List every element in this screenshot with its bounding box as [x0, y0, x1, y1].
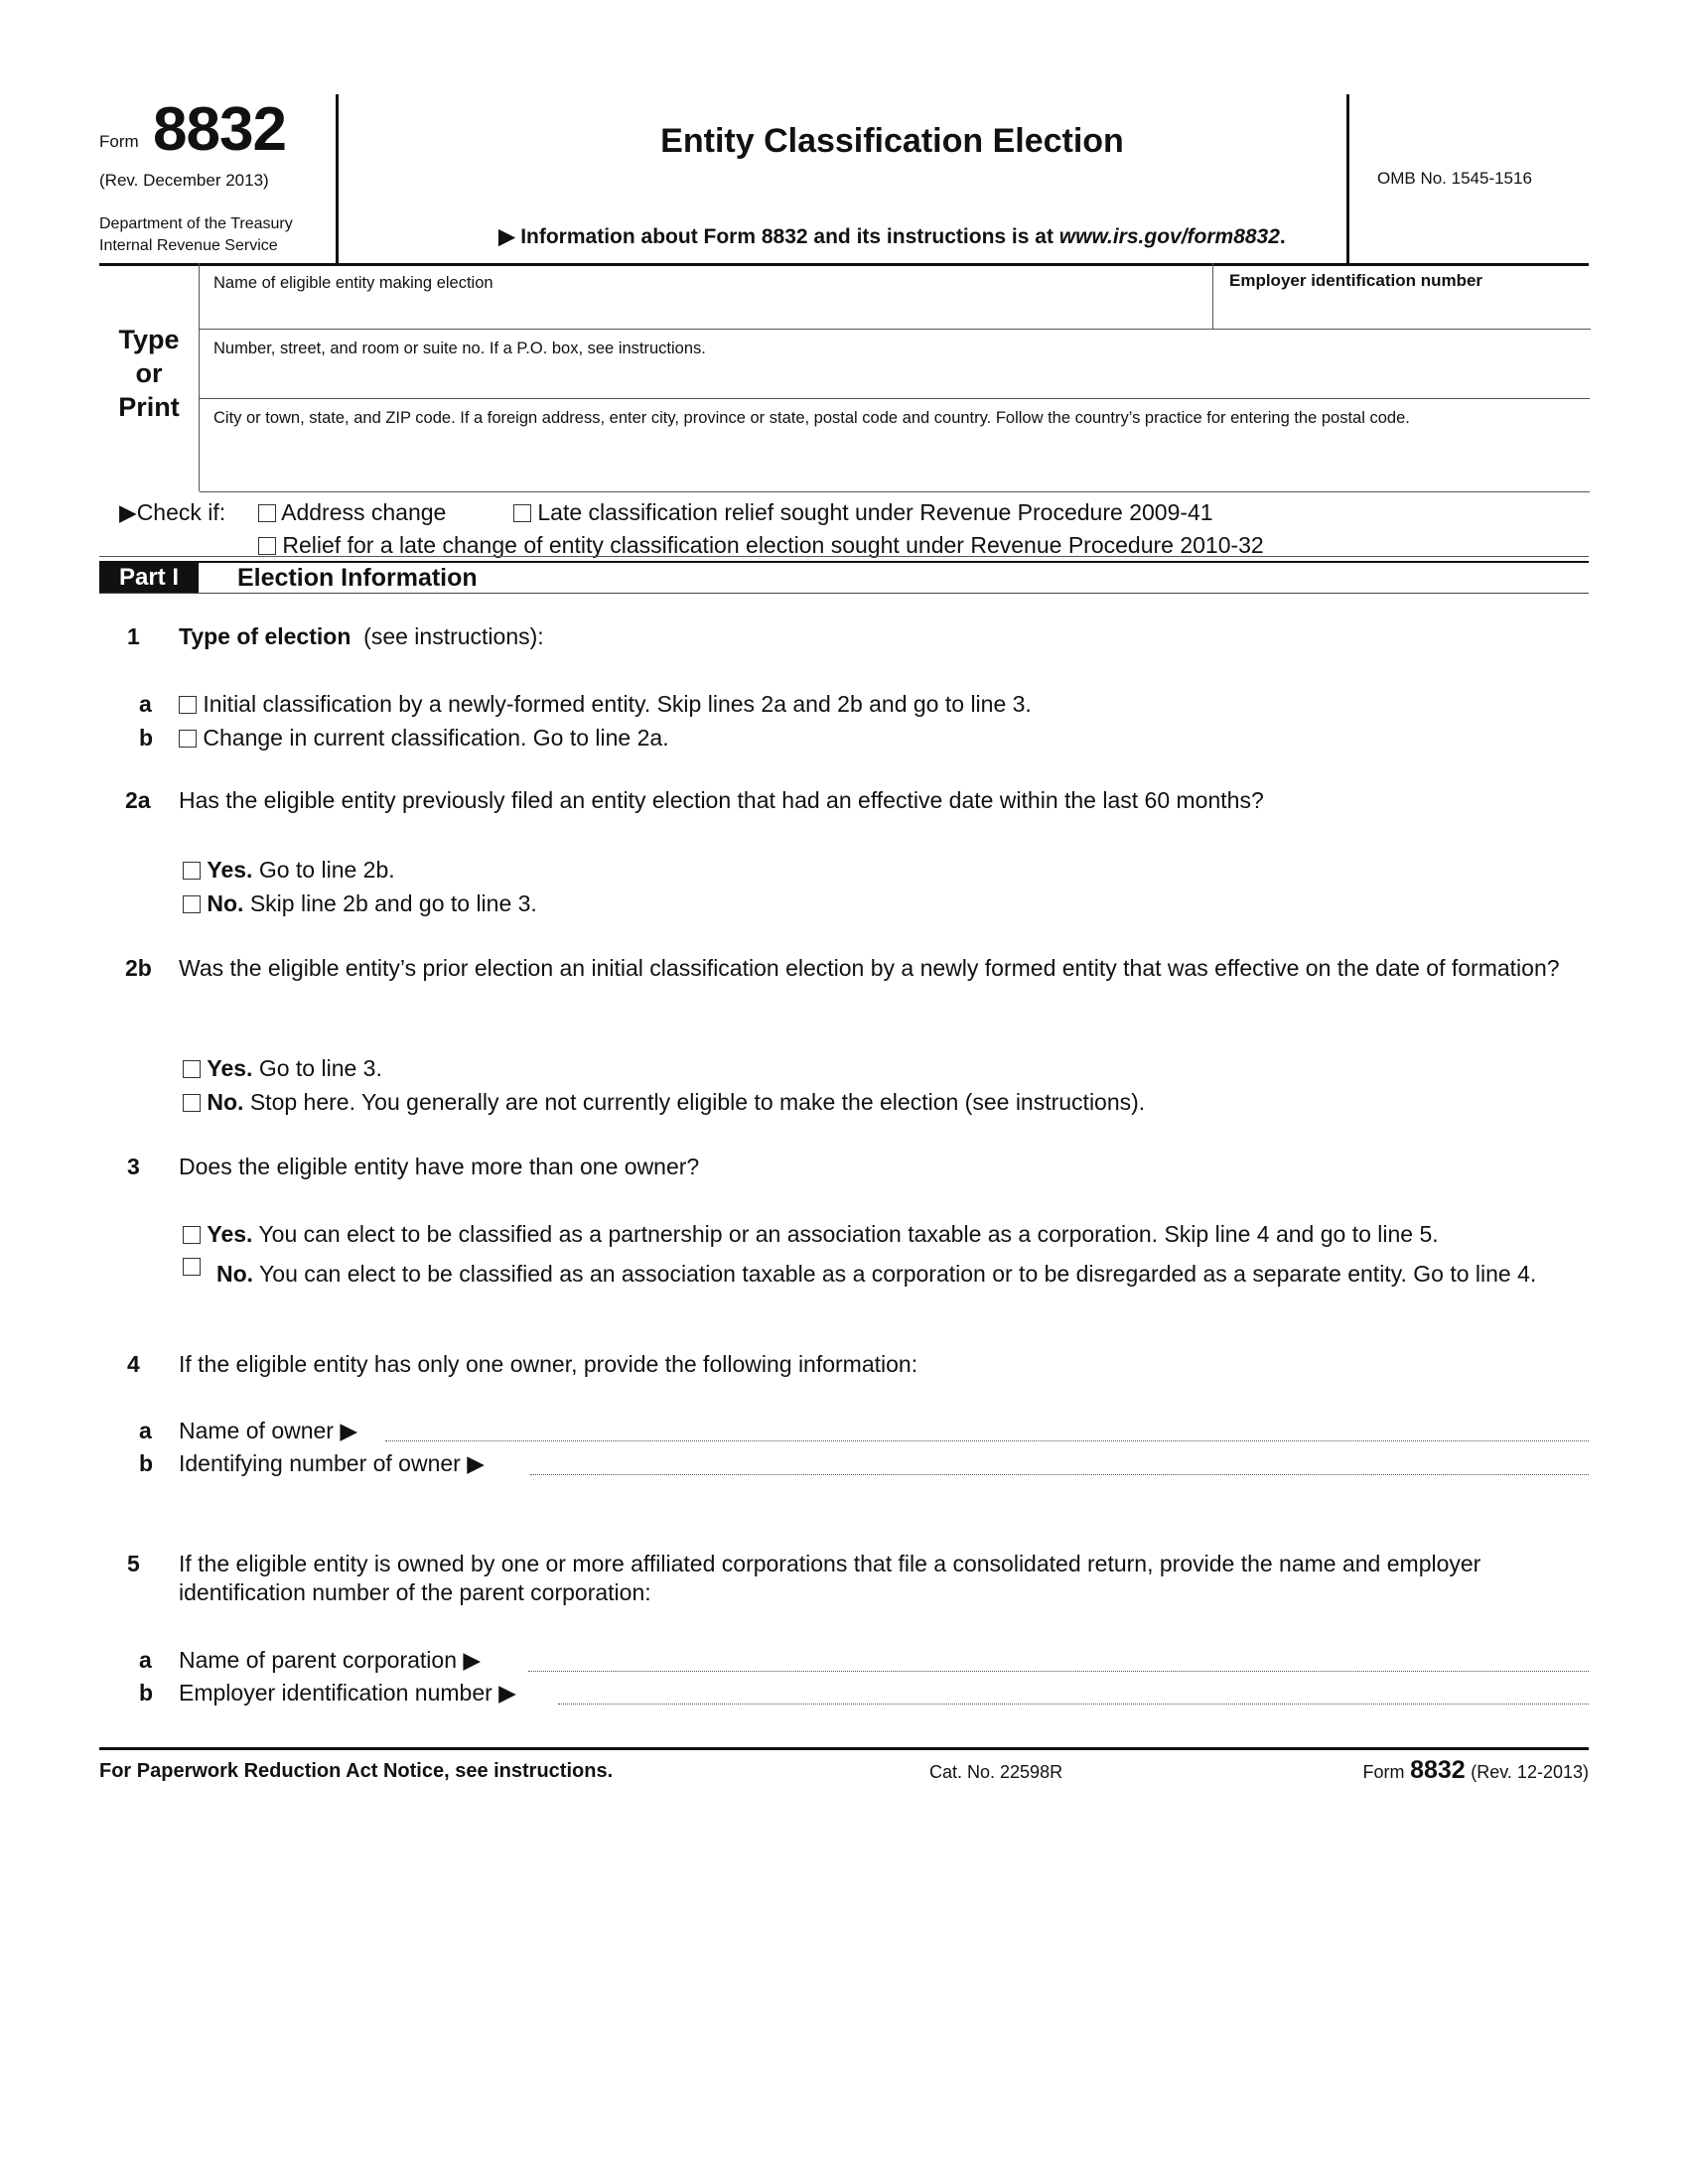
address-field[interactable] [200, 329, 1590, 399]
info-line [339, 224, 1446, 249]
line-5-number: 5 [127, 1551, 140, 1576]
department-name: Department of the Treasury [99, 215, 293, 232]
footer-form-id [1363, 1756, 1589, 1785]
line-2b-question: Was the eligible entity’s prior election an initial classification election by a newly formed entity that was effective on the date of formation? [179, 955, 1560, 981]
line-3-yes-text: You can elect to be classified as a partnership or an association taxable as a corporation. Skip line 4 and go to line 5. [258, 1221, 1439, 1247]
form-revision: (Rev. December 2013) [99, 171, 269, 190]
part-1-tag: Part I [99, 563, 199, 593]
city-label: City or town, state, and ZIP code. If a foreign address, enter city, province or state, postal code and country. Follow the country’s practice for entering the postal code. [213, 409, 1410, 427]
line-2a-question: Has the eligible entity previously filed an entity election that had an effective date within the last 60 months? [179, 787, 1264, 813]
line-4-question: If the eligible entity has only one owner, provide the following information: [179, 1351, 918, 1377]
line-1a-option[interactable] [179, 690, 1032, 719]
line-3-no-text: You can elect to be classified as an association taxable as a corporation or to be disregarded as a separate entity. Go to line 4. [259, 1261, 1537, 1287]
part-1-title: Election Information [237, 564, 478, 592]
line-2a-yes-option[interactable] [183, 856, 395, 885]
line-2b-yes-option[interactable] [183, 1054, 382, 1083]
line-5b-letter: b [139, 1680, 154, 1706]
line-1a-text: Initial classification by a newly-formed entity. Skip lines 2a and 2b and go to line 3. [203, 691, 1032, 717]
part-1-header [99, 561, 1589, 594]
line-1b-text: Change in current classification. Go to line 2a. [203, 725, 669, 751]
late-change-label: Relief for a late change of entity classification election sought under Revenue Procedure 2010-32 [282, 532, 1264, 558]
address-change-checkbox[interactable] [258, 504, 276, 522]
line-3-no-option [216, 1260, 1587, 1289]
form-footer [99, 1747, 1589, 1784]
type-word: Type [118, 325, 180, 354]
late-relief-checkbox[interactable] [513, 504, 531, 522]
form-header [99, 94, 1589, 263]
omb-number: OMB No. 1545-1516 [1377, 169, 1532, 188]
line-1b-checkbox[interactable] [179, 730, 197, 748]
line-4b-label: Identifying number of owner ▶ [179, 1450, 485, 1476]
address-change-option[interactable] [258, 499, 446, 526]
owner-id-input[interactable] [530, 1473, 1589, 1475]
line-1a-checkbox[interactable] [179, 696, 197, 714]
check-if-label: ▶Check if: [119, 499, 226, 525]
line-4-number: 4 [127, 1351, 140, 1377]
line-3-yes-option[interactable] [183, 1220, 1439, 1249]
line-2a-yes-bold: Yes. [207, 857, 253, 883]
late-change-checkbox[interactable] [258, 537, 276, 555]
info-url[interactable]: www.irs.gov/form8832 [1058, 225, 1280, 248]
line-3-no-bold: No. [216, 1261, 254, 1287]
check-if-row-1 [119, 499, 225, 526]
footer-form-word: Form [1362, 1762, 1405, 1782]
entity-fields [199, 263, 1590, 491]
info-end: . [1279, 225, 1286, 248]
print-word: Print [118, 392, 180, 422]
line-3-yes-checkbox[interactable] [183, 1226, 201, 1244]
line-1b-letter: b [139, 725, 154, 751]
line-2a-yes-checkbox[interactable] [183, 862, 201, 880]
late-relief-option[interactable] [513, 499, 1213, 526]
form-id-box [99, 94, 339, 263]
ein-label: Employer identification number [1229, 271, 1483, 290]
line-1b-option[interactable] [179, 724, 669, 752]
line-2a-number: 2a [125, 787, 151, 813]
line-1-rest: (see instructions): [363, 623, 544, 649]
line-4a-letter: a [139, 1418, 152, 1443]
catalog-number: Cat. No. 22598R [929, 1762, 1063, 1782]
form-title: Entity Classification Election [660, 122, 1124, 160]
line-2a-no-option[interactable] [183, 889, 537, 918]
line-2b-yes-checkbox[interactable] [183, 1060, 201, 1078]
owner-name-input[interactable] [385, 1439, 1589, 1441]
line-1-bold: Type of election [179, 623, 352, 649]
paperwork-notice: For Paperwork Reduction Act Notice, see instructions. [99, 1760, 614, 1782]
address-label: Number, street, and room or suite no. If a P.O. box, see instructions. [213, 340, 706, 357]
info-text: ▶ Information about Form 8832 and its instructions is at [498, 225, 1059, 248]
line-2b-no-bold: No. [207, 1089, 244, 1115]
parent-name-input[interactable] [528, 1670, 1589, 1672]
line-2b-no-text: Stop here. You generally are not currently eligible to make the election (see instructions). [249, 1089, 1146, 1115]
or-word: or [135, 358, 163, 388]
line-2b-yes-bold: Yes. [207, 1055, 253, 1081]
ein-field[interactable] [1212, 263, 1591, 330]
footer-rev: (Rev. 12-2013) [1471, 1762, 1589, 1782]
line-1a-letter: a [139, 691, 152, 717]
late-change-option[interactable] [258, 532, 1264, 559]
line-3-number: 3 [127, 1154, 140, 1179]
title-box [339, 94, 1446, 263]
line-4a-label: Name of owner ▶ [179, 1418, 358, 1443]
line-5b-label: Employer identification number ▶ [179, 1680, 516, 1706]
service-name: Internal Revenue Service [99, 237, 278, 254]
form-number: 8832 [153, 95, 286, 164]
entity-name-field[interactable] [200, 263, 1212, 330]
line-2a-no-text: Skip line 2b and go to line 3. [249, 890, 537, 916]
city-field[interactable] [200, 398, 1590, 492]
form-page [99, 94, 1589, 2080]
line-2a-no-checkbox[interactable] [183, 895, 201, 913]
line-2b-yes-text: Go to line 3. [258, 1055, 382, 1081]
parent-ein-input[interactable] [558, 1703, 1589, 1705]
entity-info-section [99, 263, 1589, 491]
omb-box [1346, 94, 1592, 263]
entity-name-label: Name of eligible entity making election [213, 274, 493, 292]
line-1-number: 1 [127, 623, 140, 649]
line-4b-letter: b [139, 1450, 154, 1476]
department-block [99, 213, 293, 257]
line-3-no-checkbox[interactable] [183, 1258, 201, 1276]
check-if-bottom-rule [99, 556, 1589, 557]
line-3-yes-bold: Yes. [207, 1221, 253, 1247]
line-2b-number: 2b [125, 955, 152, 981]
line-2b-no-checkbox[interactable] [183, 1094, 201, 1112]
line-2b-no-option[interactable] [183, 1088, 1145, 1117]
type-or-print-label [99, 323, 199, 424]
line-2a-yes-text: Go to line 2b. [258, 857, 395, 883]
line-3-no-checkbox-wrap[interactable] [183, 1252, 201, 1281]
footer-form-number: 8832 [1410, 1756, 1466, 1784]
line-5a-label: Name of parent corporation ▶ [179, 1647, 482, 1673]
form-word: Form [99, 132, 139, 151]
late-relief-label: Late classification relief sought under Revenue Procedure 2009-41 [537, 499, 1213, 525]
line-3-question: Does the eligible entity have more than one owner? [179, 1154, 700, 1179]
address-change-label: Address change [281, 499, 447, 525]
line-5a-letter: a [139, 1647, 152, 1673]
line-1-question [179, 622, 544, 651]
line-2a-no-bold: No. [207, 890, 244, 916]
line-5-question: If the eligible entity is owned by one or more affiliated corporations that file a consolidated return, provide the name and employer identification number of the parent corporation: [179, 1551, 1481, 1605]
